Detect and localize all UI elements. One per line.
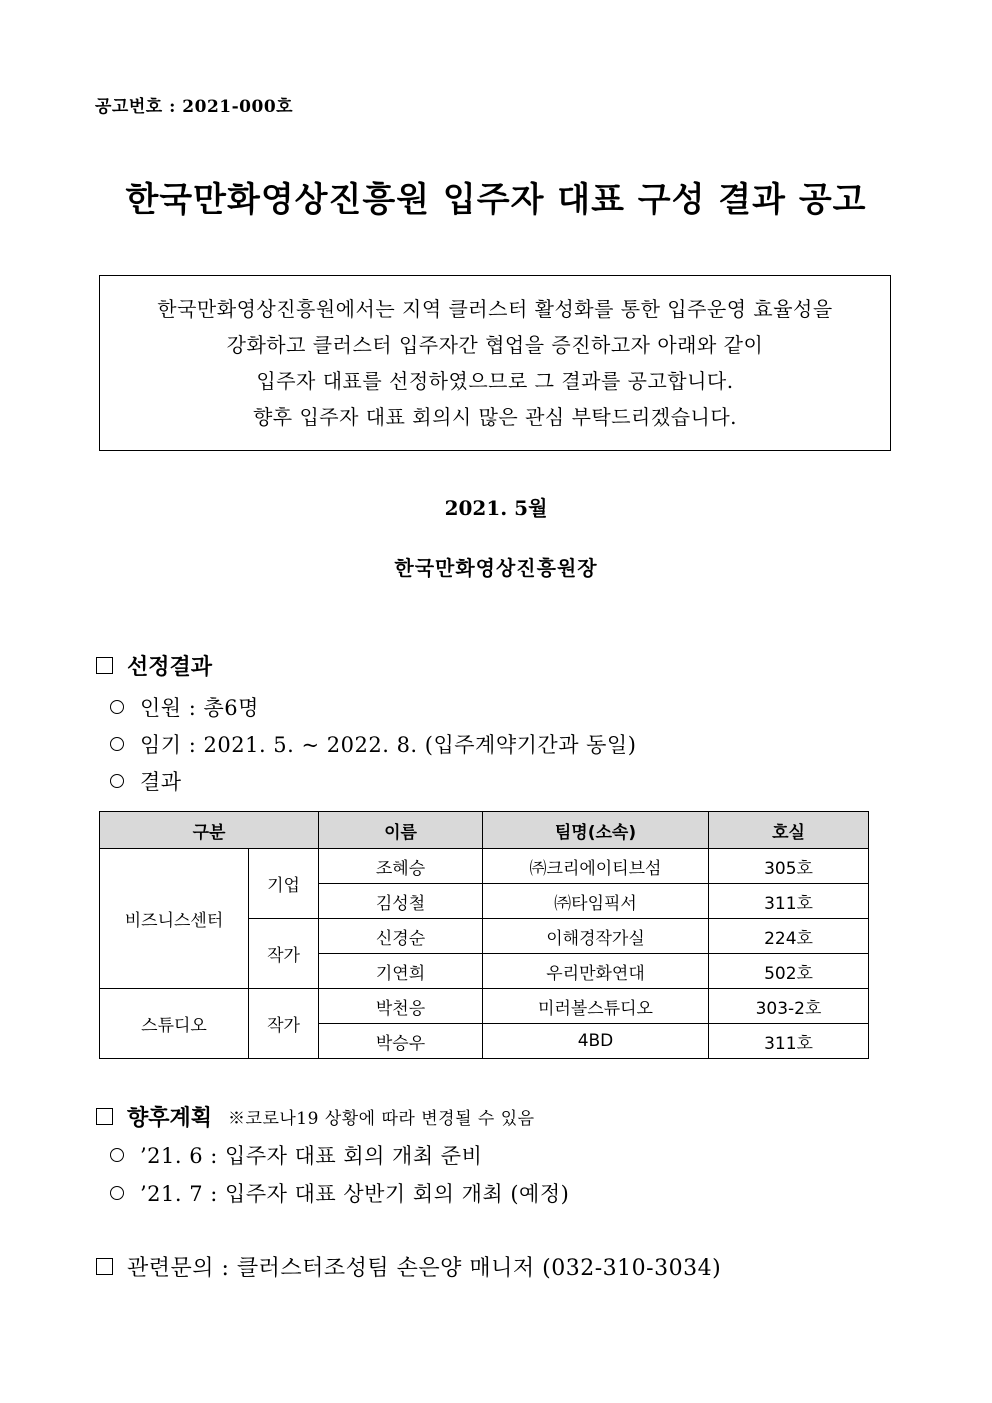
cell-name: 박승우 [319, 1024, 483, 1059]
cell-team: 우리만화연대 [483, 954, 709, 989]
circle-bullet-icon [110, 700, 124, 714]
cell-name: 김성철 [319, 884, 483, 919]
intro-line: 강화하고 클러스터 입주자간 협업을 증진하고자 아래와 같이 [226, 333, 764, 357]
header-room: 호실 [709, 812, 869, 849]
bullet-item [110, 1140, 482, 1170]
bullet-text: ’21. 6 : 입주자 대표 회의 개최 준비 [140, 1144, 483, 1168]
section-note: ※코로나19 상황에 따라 변경될 수 있음 [228, 1109, 535, 1129]
header-team: 팀명(소속) [483, 812, 709, 849]
table-header-row [100, 812, 869, 849]
circle-bullet-icon [110, 1148, 124, 1162]
subgroup-company: 기업 [249, 849, 319, 919]
bullet-text: ’21. 7 : 입주자 대표 상반기 회의 개최 (예정) [140, 1182, 570, 1206]
subgroup-artist: 작가 [249, 919, 319, 989]
group-business-center: 비즈니스센터 [100, 849, 249, 989]
section-heading: 향후계획 [127, 1105, 213, 1131]
section-future-plan [96, 1101, 535, 1132]
cell-team: ㈜타임픽서 [483, 884, 709, 919]
cell-name: 신경순 [319, 919, 483, 954]
table-row [100, 849, 869, 884]
contact-text: 관련문의 : 클러스터조성팀 손은양 매니저 (032-310-3034) [127, 1256, 722, 1281]
section-heading: 선정결과 [127, 654, 213, 680]
cell-room: 502호 [709, 954, 869, 989]
square-bullet-icon [96, 1258, 113, 1275]
circle-bullet-icon [110, 1186, 124, 1200]
intro-box [99, 275, 891, 451]
bullet-item [110, 729, 636, 759]
cell-name: 기연희 [319, 954, 483, 989]
bullet-text: 임기 : 2021. 5. ~ 2022. 8. (입주계약기간과 동일) [140, 733, 637, 757]
square-bullet-icon [96, 657, 113, 674]
cell-room: 311호 [709, 1024, 869, 1059]
cell-team: 이해경작가실 [483, 919, 709, 954]
cell-room: 224호 [709, 919, 869, 954]
issuer-name: 한국만화영상진흥원장 [394, 556, 598, 580]
notice-date: 2021. 5월 [444, 496, 548, 520]
cell-team: 미러볼스튜디오 [483, 989, 709, 1024]
bullet-text: 결과 [140, 770, 182, 794]
cell-team: ㈜크리에이티브섬 [483, 849, 709, 884]
intro-line: 향후 입주자 대표 회의시 많은 관심 부탁드리겠습니다. [252, 405, 738, 429]
result-table [99, 811, 869, 1059]
header-category: 구분 [100, 812, 319, 849]
cell-name: 조혜승 [319, 849, 483, 884]
table-row [100, 989, 869, 1024]
header-name: 이름 [319, 812, 483, 849]
cell-room: 303-2호 [709, 989, 869, 1024]
intro-line: 입주자 대표를 선정하였으므로 그 결과를 공고합니다. [256, 369, 734, 393]
circle-bullet-icon [110, 774, 124, 788]
group-studio: 스튜디오 [100, 989, 249, 1059]
circle-bullet-icon [110, 737, 124, 751]
cell-name: 박천응 [319, 989, 483, 1024]
bullet-text: 인원 : 총6명 [140, 696, 259, 720]
section-contact [96, 1251, 721, 1282]
notice-number: 공고번호 : 2021-000호 [95, 97, 294, 117]
cell-team: 4BD [483, 1024, 709, 1059]
section-selection-result [96, 650, 212, 681]
bullet-item [110, 692, 259, 722]
bullet-item [110, 1178, 569, 1208]
square-bullet-icon [96, 1108, 113, 1125]
cell-room: 311호 [709, 884, 869, 919]
page-title: 한국만화영상진흥원 입주자 대표 구성 결과 공고 [125, 180, 867, 220]
cell-room: 305호 [709, 849, 869, 884]
subgroup-artist: 작가 [249, 989, 319, 1059]
intro-line: 한국만화영상진흥원에서는 지역 클러스터 활성화를 통한 입주운영 효율성을 [157, 297, 833, 321]
bullet-item [110, 766, 182, 796]
